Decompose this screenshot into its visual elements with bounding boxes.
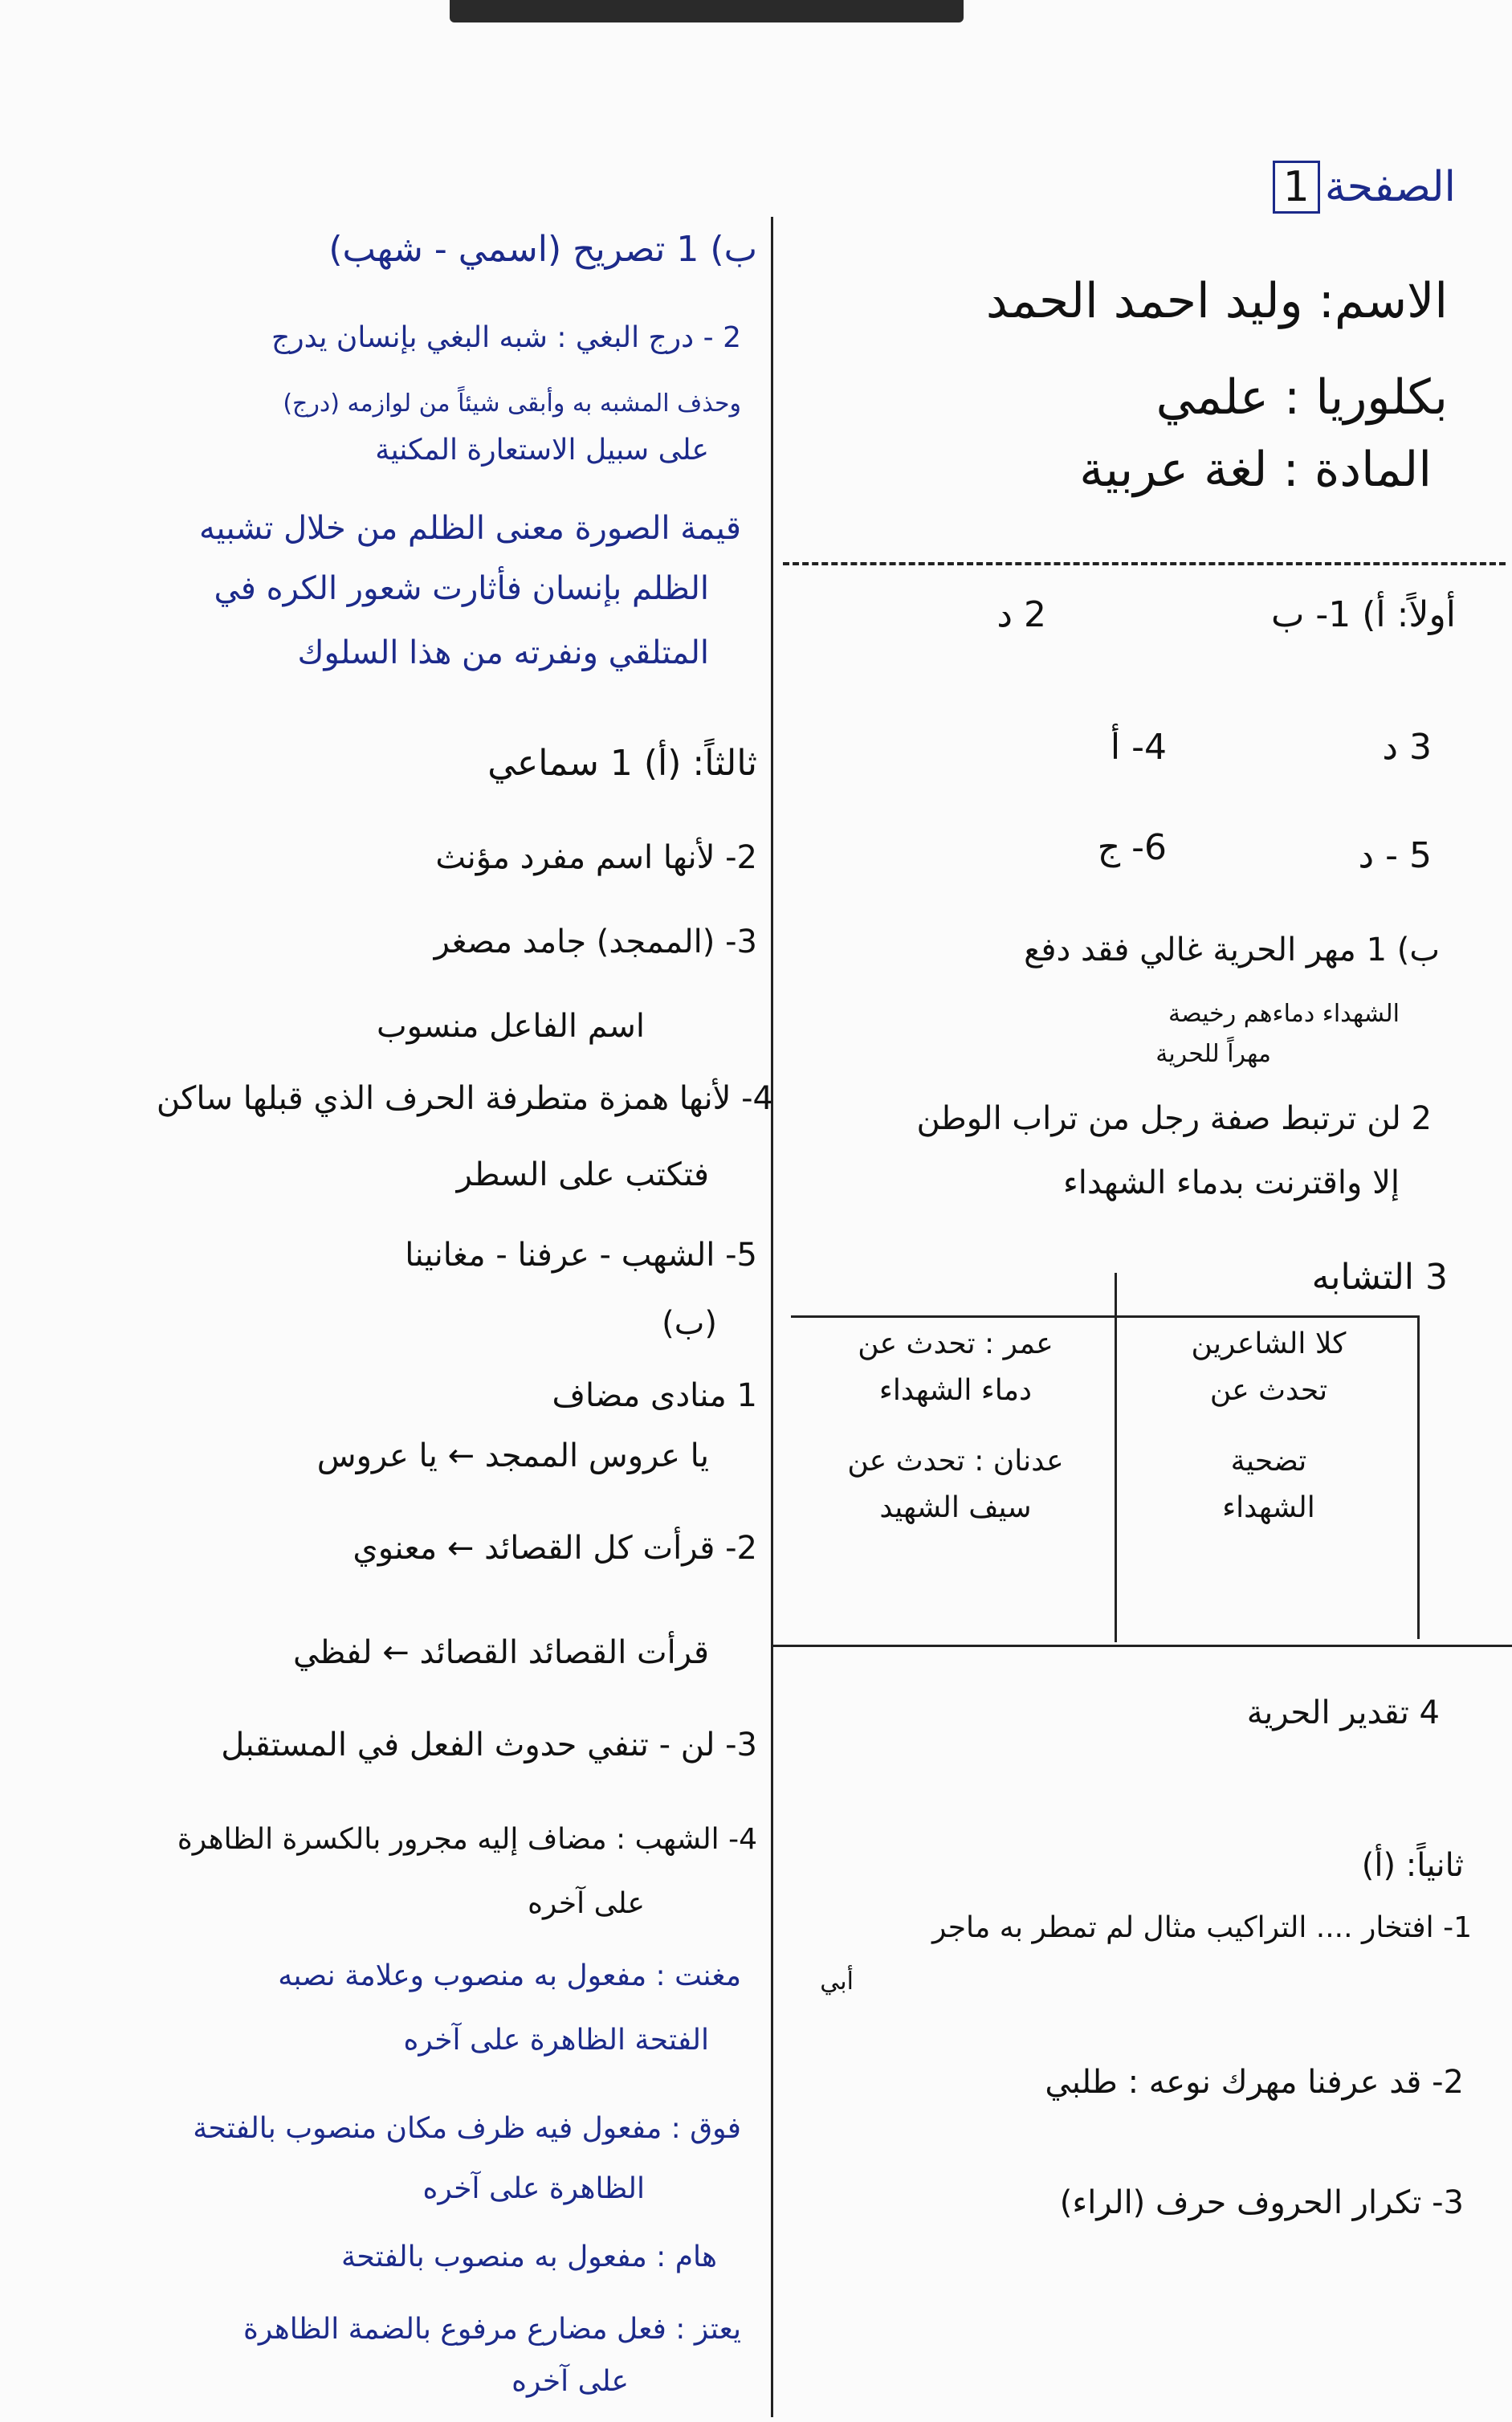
pb-q4-line7: هام : مفعول به منصوب بالفتحة bbox=[341, 2241, 717, 2273]
pb-q3: 3- لن - تنفي حدوث الفعل في المستقبل bbox=[221, 1727, 757, 1763]
p2-q1-line1: 1- افتخار .... التراكيب مثال لم تمطر به ماجر bbox=[931, 1911, 1472, 1944]
exam-subject: المادة : لغة عربية bbox=[1079, 442, 1432, 498]
part1-q4: 4- أ bbox=[1110, 727, 1167, 768]
pb-q4-line2: على آخره bbox=[528, 1887, 645, 1920]
p2-q1-line2: أبي bbox=[820, 1967, 854, 1996]
part1-q3: 3 د bbox=[1382, 727, 1432, 768]
column-divider bbox=[771, 217, 773, 2417]
b3-title: 3 التشابه bbox=[1311, 1257, 1448, 1298]
scan-edge-bar bbox=[450, 0, 964, 22]
pb-q4-line4: الفتحة الظاهرة على آخره bbox=[403, 2024, 709, 2057]
left-b2-line5: الظلم بإنسان فأثارت شعور الكره في bbox=[214, 570, 709, 607]
p3-q5: 5- الشهب - عرفنا - مغانينا bbox=[405, 1237, 757, 1274]
pb-q1-line1: 1 منادى مضاف bbox=[552, 1377, 757, 1414]
pb-q4-line1: 4- الشهب : مضاف إليه مجرور بالكسرة الظاهرة bbox=[177, 1823, 757, 1856]
b1-line2: الشهداء دماءهم رخيصة bbox=[1168, 1000, 1400, 1028]
table-right-line: كلا الشاعرين bbox=[1191, 1327, 1347, 1360]
comparison-table-divider bbox=[1115, 1273, 1117, 1642]
student-track: بكلوريا : علمي bbox=[1155, 369, 1448, 426]
b2-line2: إلا واقترنت بدماء الشهداء bbox=[1062, 1164, 1400, 1201]
page-number-box: 1 bbox=[1273, 161, 1320, 214]
pb-q4-line9: على آخره bbox=[511, 2365, 629, 2398]
table-left-line: سيف الشهيد bbox=[879, 1491, 1032, 1524]
part2-title: ثانياً: (أ) bbox=[1361, 1847, 1464, 1884]
table-right-line: تضحية bbox=[1230, 1445, 1307, 1478]
p3-q2: 2- لأنها اسم مفرد مؤنث bbox=[435, 839, 757, 876]
p3-q4-line2: فتكتب على السطر bbox=[456, 1156, 709, 1193]
pb-q4-line6: الظاهرة على آخره bbox=[422, 2172, 645, 2205]
table-left-line: عدنان : تحدث عن bbox=[847, 1445, 1064, 1478]
b1-line3: مهراً للحرية bbox=[1155, 1040, 1271, 1068]
comparison-left-cell bbox=[803, 1321, 1108, 1531]
student-name: الاسم: وليد احمد الحمد bbox=[985, 273, 1448, 329]
left-b2-line4: قيمة الصورة معنى الظلم من خلال تشبيه bbox=[198, 510, 741, 547]
p3-q3-line1: 3- (الممجد) جامد مصغر bbox=[434, 924, 757, 960]
table-right-line: الشهداء bbox=[1222, 1491, 1315, 1524]
p3-q3-line2: اسم الفاعل منسوب bbox=[376, 1008, 645, 1045]
left-b2-line6: المتلقي ونفرته من هذا السلوك bbox=[297, 634, 709, 671]
table-right-line: تحدث عن bbox=[1209, 1374, 1328, 1407]
table-left-line: عمر : تحدث عن bbox=[858, 1327, 1054, 1360]
pb-q4-line5: فوق : مفعول فيه ظرف مكان منصوب بالفتحة bbox=[193, 2112, 741, 2145]
left-b-label: (ب) bbox=[662, 1305, 717, 1342]
left-b2-line3: على سبيل الاستعارة المكنية bbox=[375, 434, 709, 467]
b2-line1: 2 لن ترتبط صفة رجل من تراب الوطن bbox=[916, 1100, 1432, 1137]
b1-line1: ب) 1 مهر الحرية غالي فقد دفع bbox=[1024, 932, 1440, 968]
part1-q6: 6- ج bbox=[1097, 827, 1167, 868]
pb-q1-line2: يا عروس الممجد ← يا عروس bbox=[316, 1437, 709, 1474]
part1-q5: 5 - د bbox=[1358, 835, 1432, 876]
pb-q2-line1: 2- قرأت كل القصائد ← معنوي bbox=[353, 1530, 757, 1567]
table-left-line: دماء الشهداء bbox=[878, 1374, 1033, 1407]
comparison-right-cell bbox=[1124, 1321, 1413, 1531]
pb-q4-line8: يعتز : فعل مضارع مرفوع بالضمة الظاهرة bbox=[243, 2313, 741, 2346]
pb-q2-line2: قرأت القصائد القصائد ← لفظي bbox=[293, 1634, 709, 1671]
b4-line: 4 تقدير الحرية bbox=[1246, 1694, 1440, 1731]
part3-title: ثالثاً: (أ) 1 سماعي bbox=[487, 743, 757, 784]
page-label: الصفحة1 bbox=[1268, 161, 1456, 214]
p2-q2: 2- قد عرفنا مهرك نوعه : طلبي bbox=[1045, 2064, 1464, 2101]
part1-title: أولاً: أ) 1- ب bbox=[1270, 594, 1456, 635]
left-b2-line1: 2 - درج البغي : شبه البغي بإنسان يدرج bbox=[271, 321, 741, 354]
left-b1: ب) 1 تصريح (اسمي - شهب) bbox=[328, 229, 757, 270]
p3-q4-line1: 4- لأنها همزة متطرفة الحرف الذي قبلها ساكن bbox=[156, 1080, 773, 1117]
p2-q3: 3- تكرار الحروف حرف (الراء) bbox=[1059, 2184, 1464, 2221]
left-b2-line2: وحذف المشبه به وأبقى شيئاً من لوازمه (درج) bbox=[283, 389, 741, 418]
part1-q2: 2 د bbox=[996, 594, 1046, 635]
pb-q4-line3: مغنت : مفعول به منصوب وعلامة نصبه bbox=[278, 1959, 741, 1992]
header-separator bbox=[783, 562, 1506, 565]
section-separator bbox=[771, 1645, 1512, 1647]
